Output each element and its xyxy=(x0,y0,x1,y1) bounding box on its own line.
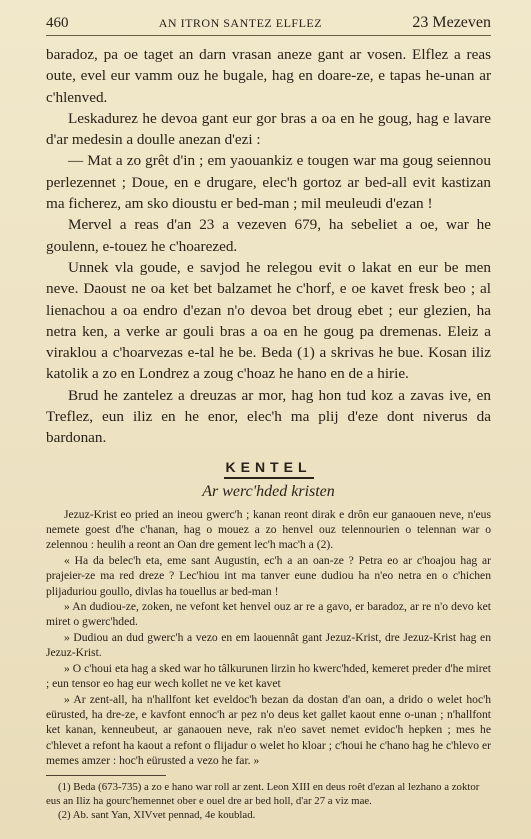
lesson-paragraph: « Ha da belec'h eta, eme sant Augustin, ec'h a an oan-ze ? Petra eo ar c'hoajou hag ar prajeier-ze ma red dreze ? Lec'hiou int ma tanver eune dudiou ha n'eo netra en o c'hichen plijaduriou goullo, divlas ha touellus ar bed-man ! xyxy=(46,553,491,598)
footnote: (2) Ab. sant Yan, XIVvet pennad, 4e koublad. xyxy=(58,808,256,821)
header-date: 23 Mezeven xyxy=(412,14,491,31)
lesson-paragraph: » Dudiou an dud gwerc'h a vezo en em laouennât gant Jezuz-Krist, dre Jezuz-Krist hag en Jezuz-Krist. xyxy=(46,630,491,660)
heading-rule xyxy=(224,477,314,479)
footnotes xyxy=(46,780,491,822)
running-title: AN ITRON SANTEZ ELFLEZ xyxy=(158,16,323,30)
lesson-paragraph: » Ar zent-all, ha n'hallfont ket eveldoc'h bezan da dostan d'an oan, a drido o welet hoc'h eürusted, ha dre-ze, e kavfont ennoc'h ar pez n'o deus ket gallet kaout enne o-unan ; n'hallfont ket kanan, kenneubeut, ar ganaouen neve, rak n'eo savet nemet evidoc'h hepken ; mes he c'hlevet a refont ha kaout a refont o flijadur o welet ho kloar ; c'houi he c'hano hag he c'hlevo er memes amzer : hoc'h eürusted a vezo he far. » xyxy=(46,692,491,768)
section-subtitle: Ar werc'hded kristen xyxy=(202,482,335,500)
section-title: KENTEL xyxy=(225,458,312,475)
page-header xyxy=(46,14,491,36)
paragraph: baradoz, pa oe taget an darn vrasan aneze gant ar vosen. Elflez a reas oute, evel eur vamm ouz he bugale, hag en doare-ze, e tapas he-unan ar c'hlenved. xyxy=(46,46,491,106)
paragraph: Brud he zantelez a dreuzas ar mor, hag hon tud koz a zavas ive, en Treflez, eun iliz en he enor, elec'h ma plij d'eze dont niverus da bardonan. xyxy=(46,386,491,447)
page-number: 460 xyxy=(46,15,69,31)
footnote: (1) Beda (673-735) a zo e hano war roll ar zent. Leon XIII en deus roêt d'ezan al lezhano a zoktor eus an Iliz ha gourc'hemennet ober e ouel dre ar bed holl, d'ar 27 a viz mae. xyxy=(46,780,480,807)
paragraph: — Mat a zo grêt d'in ; em yaouankiz e tougen war ma goug seiennou perlezennet ; Doue, en e drugare, elec'h gortoz ar bed-all evit kastizan ma ficherez, am sko dioustu er bed-man ; mil meuleudi d'ezan ! xyxy=(46,152,491,213)
footnote-divider xyxy=(46,775,166,776)
lesson-paragraph: » An dudiou-ze, zoken, ne vefont ket henvel ouz ar re a gavo, er baradoz, ar re n'o devo ket miret o gwerc'hded. xyxy=(46,600,491,629)
lesson-paragraph: » O c'houi eta hag a sked war ho tâlkurunen lirzin ho kwerc'hded, kemeret preder d'he miret ; eun tensor eo hag eur wech kollet ne ve ket kavet xyxy=(46,661,491,691)
paragraph: Mervel a reas d'an 23 a vezeven 679, ha sebeliet a oe, war he goulenn, e-touez he c'hoarezed. xyxy=(46,216,491,255)
section-heading xyxy=(46,459,491,479)
lesson-paragraph: Jezuz-Krist eo pried an ineou gwerc'h ; kanan reont dirak e drôn eur ganaouen neve, n'eus nemete goest d'he c'hanan, hag o mouez a zo henvel ouz telennourien o telennan war o zelennou : heulih a reont an Oan dre gement lec'h mac'h a (2). xyxy=(46,507,491,552)
paragraph: Unnek vla goude, e savjod he relegou evit o lakat en eur be men neve. Daoust ne oa ket bet balzamet he c'horf, e oe kavet fresk beo ; al lienachou a oa endro d'ezan n'o devoa bet droug ebet ; eur glezien, ha netra ken, a verke ar gouli bras a oa en he goug pa dremenas. Eleiz a viraklou a c'hoarvezas e-tal he be. Beda (1) a skrivas he bue. Kosan iliz katolik a zo en Londrez a zoug c'hoaz he hano en de a hirie. xyxy=(46,258,491,383)
main-text xyxy=(46,44,491,449)
lesson-text xyxy=(46,507,491,769)
paragraph: Leskadurez he devoa gant eur gor bras a oa en he goug, hag e lavare d'ar medesin a doulle anezan d'ezi : xyxy=(46,109,491,149)
